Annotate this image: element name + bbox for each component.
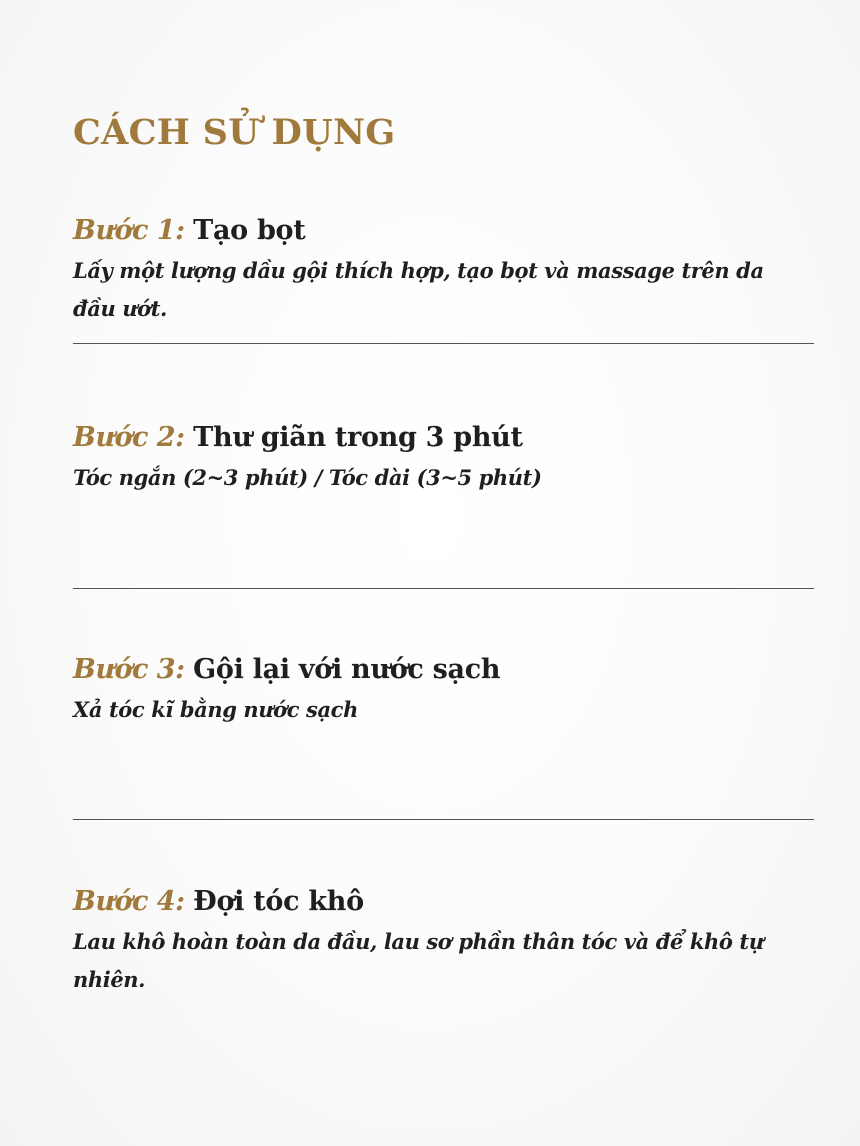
step-4-description: Lau khô hoàn toàn da đầu, lau sơ phần thân tóc và để khô tự nhiên. xyxy=(73,929,764,992)
step-3-title: Gội lại với nước sạch xyxy=(193,654,501,685)
divider-1 xyxy=(73,343,814,344)
step-4-label: Bước 4: xyxy=(73,886,185,917)
step-3-label: Bước 3: xyxy=(73,654,185,685)
step-2-description: Tóc ngắn (2~3 phút) / Tóc dài (3~5 phút) xyxy=(73,465,542,490)
step-4 xyxy=(73,885,813,999)
divider-3 xyxy=(73,819,814,820)
step-2-label: Bước 2: xyxy=(73,422,185,453)
step-1-label: Bước 1: xyxy=(73,215,185,246)
divider-2 xyxy=(73,588,814,589)
step-3-description: Xả tóc kĩ bằng nước sạch xyxy=(73,697,358,722)
step-1-heading xyxy=(73,214,813,248)
page-title: CÁCH SỬ DỤNG xyxy=(73,112,396,153)
step-2-title: Thư giãn trong 3 phút xyxy=(193,422,523,453)
step-1-description: Lấy một lượng dầu gội thích hợp, tạo bọt và massage trên da đầu ướt. xyxy=(73,258,764,321)
step-2-heading xyxy=(73,421,813,455)
step-1-title: Tạo bọt xyxy=(193,215,306,246)
step-1 xyxy=(73,214,813,328)
step-3-heading xyxy=(73,653,813,687)
step-2 xyxy=(73,421,813,497)
step-3 xyxy=(73,653,813,729)
step-4-heading xyxy=(73,885,813,919)
step-4-title: Đợi tóc khô xyxy=(193,886,364,917)
